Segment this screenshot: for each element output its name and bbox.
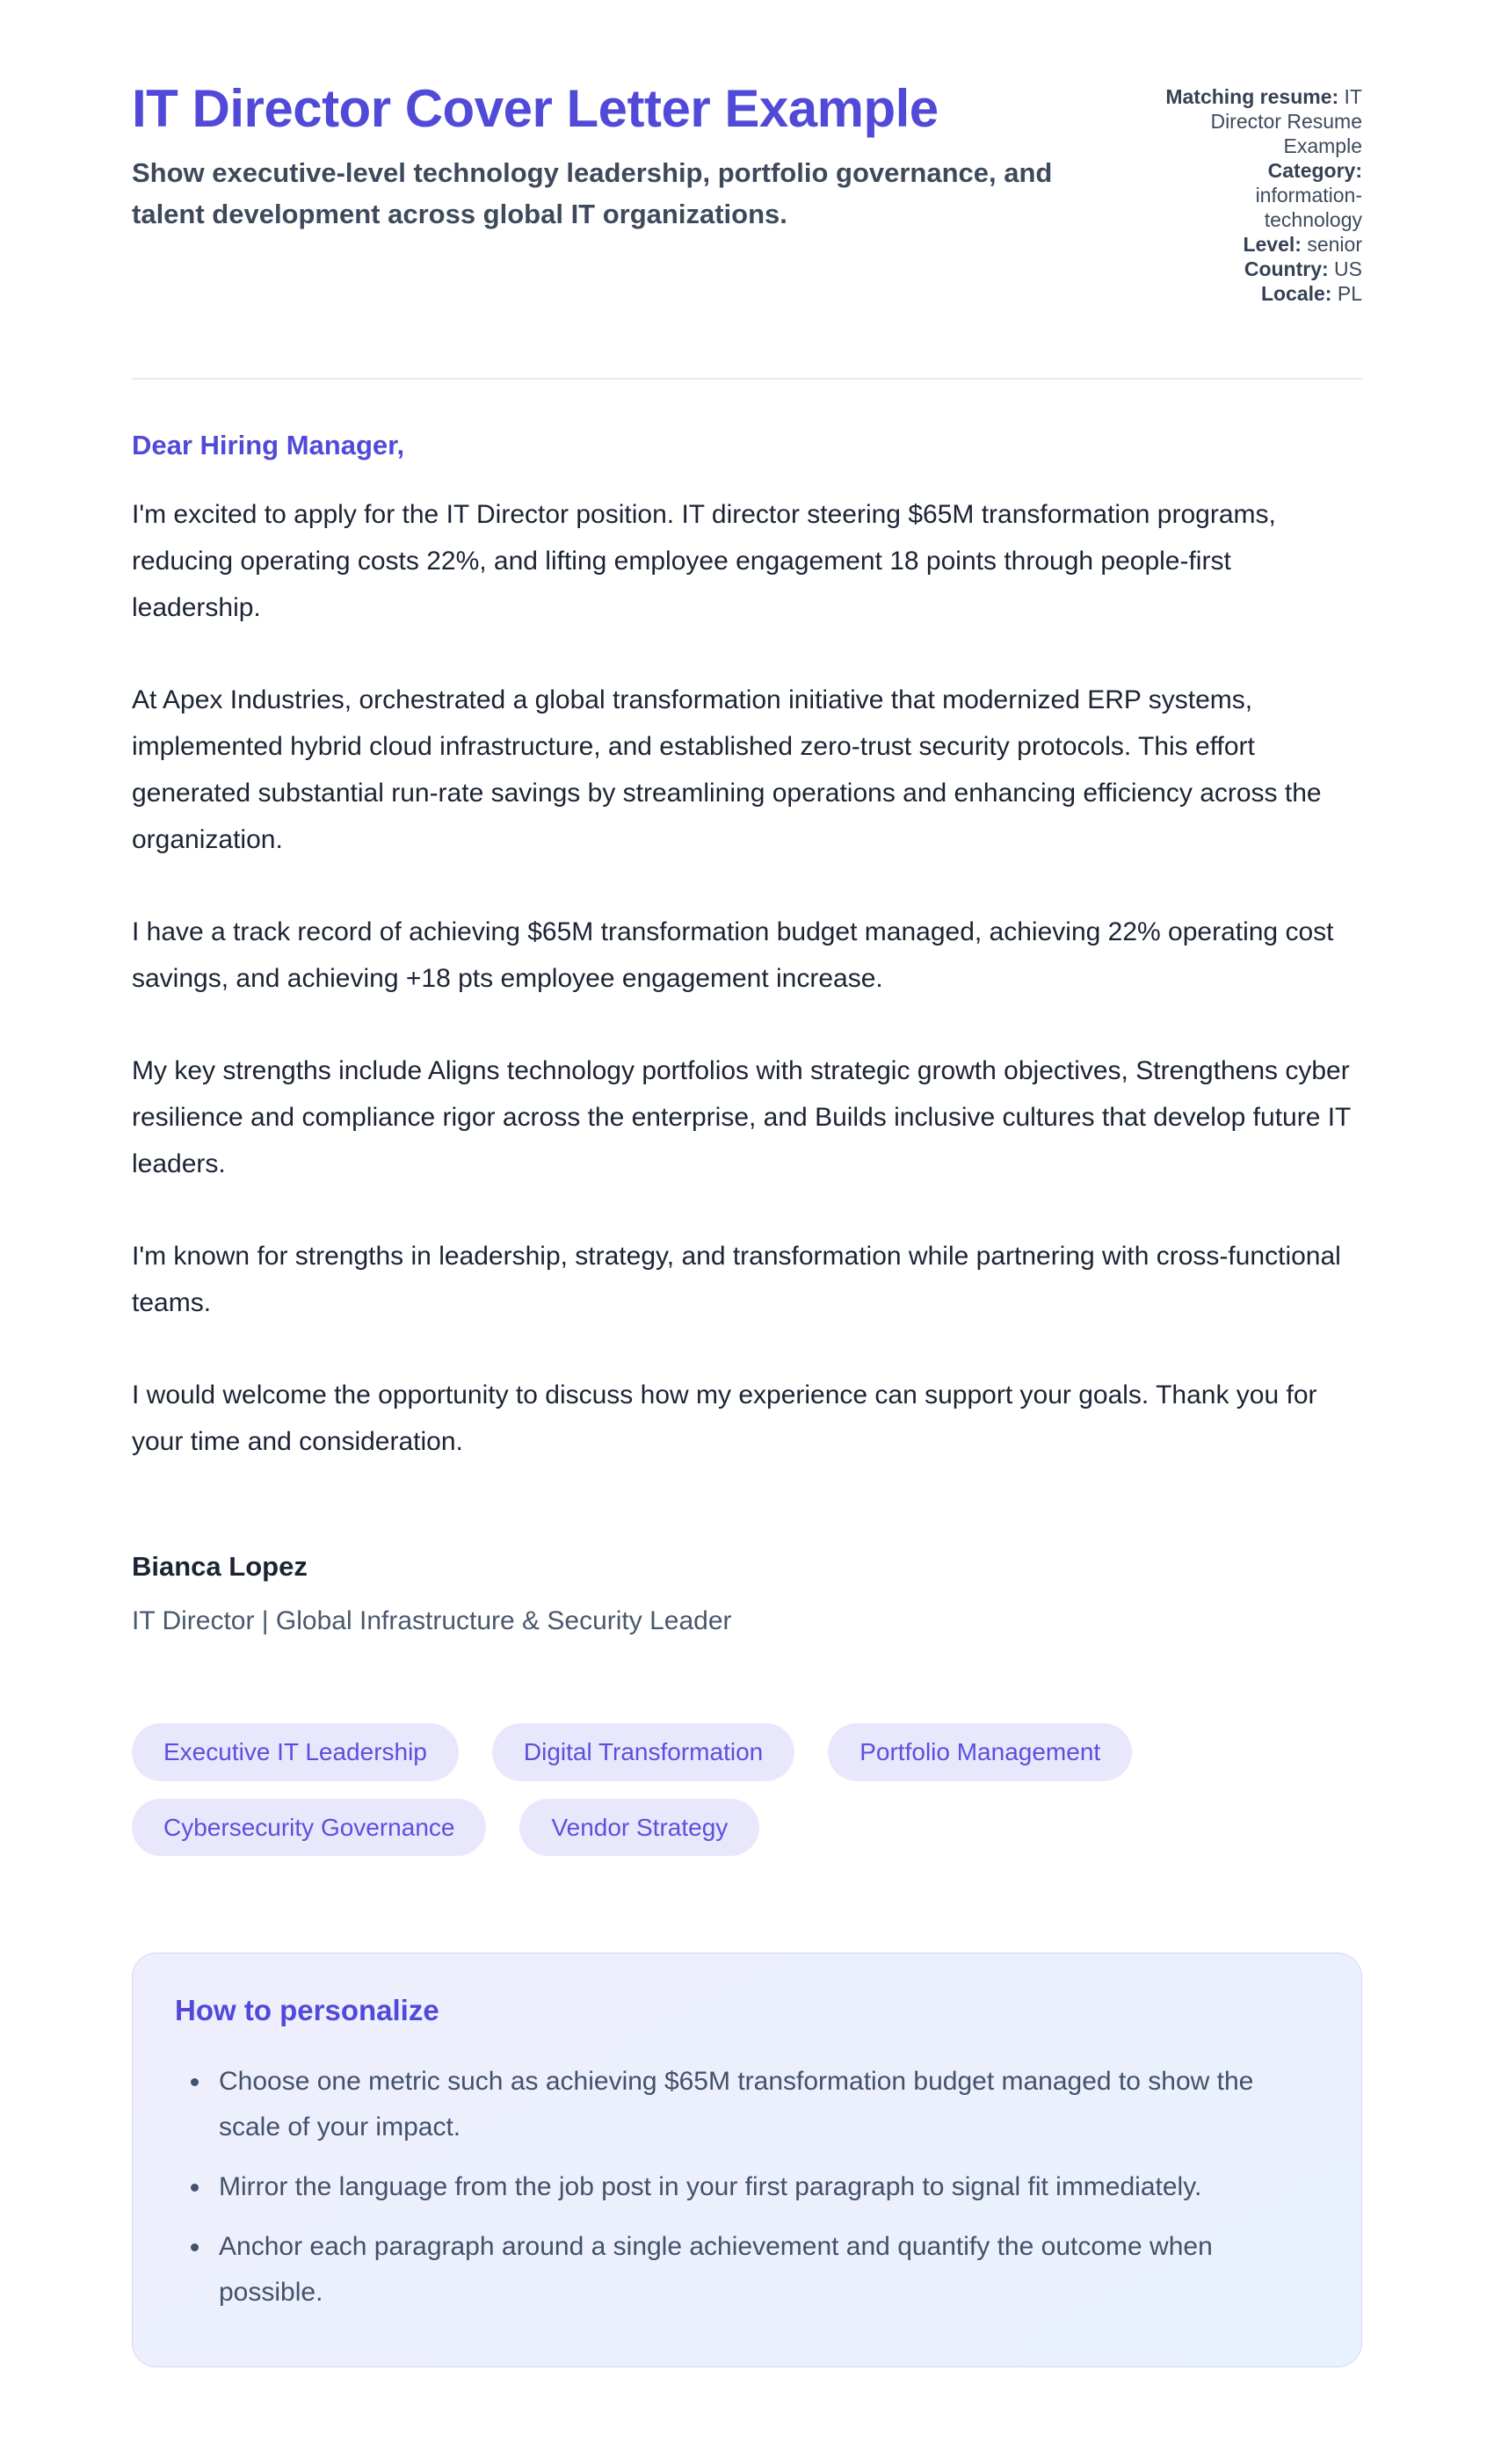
meta-label: Locale: — [1260, 282, 1332, 305]
meta-value: US — [1334, 257, 1362, 280]
meta-row-category — [1164, 158, 1362, 232]
personalize-list — [175, 2059, 1319, 2315]
meta-row-locale — [1164, 281, 1362, 306]
meta-value: IT Director Resume Example — [1210, 85, 1362, 157]
header-divider — [132, 378, 1362, 380]
signature-name: Bianca Lopez — [132, 1551, 308, 1582]
page-title: IT Director Cover Letter Example — [132, 79, 939, 138]
letter-paragraph-4: My key strengths include Aligns technology portfolios with strategic growth objectives, Strengthens cyber resilience and compliance rigor across the enterprise, and Builds inclusive cultures that develop future IT leaders. — [132, 1056, 1351, 1178]
meta-label: Country: — [1244, 257, 1329, 280]
meta-row-level — [1164, 232, 1362, 257]
signature-role: IT Director | Global Infrastructure & Security Leader — [132, 1606, 732, 1635]
personalize-tip-3: • Anchor each paragraph around a single achievement and quantify the outcome when possible. — [212, 2224, 1319, 2315]
tag-chip-cybersecurity-governance: Cybersecurity Governance — [132, 1799, 486, 1857]
header-left — [132, 81, 1099, 235]
letter-paragraph-1: I'm excited to apply for the IT Director position. IT director steering $65M transformation programs, reducing operating costs 22%, and lifting employee engagement 18 points through people-first leadership. — [132, 500, 1276, 622]
resume-meta — [1164, 81, 1362, 306]
letter-body — [132, 422, 1362, 1639]
personalize-tip-1: • Choose one metric such as achieving $65M transformation budget managed to show the scale of your impact. — [212, 2059, 1319, 2150]
letter-paragraph-5: I'm known for strengths in leadership, strategy, and transformation while partnering with cross-functional teams. — [132, 1242, 1341, 1317]
personalize-heading: How to personalize — [175, 1994, 439, 2027]
letter-greeting: Dear Hiring Manager, — [132, 430, 405, 460]
letter-paragraph-3: I have a track record of achieving $65M transformation budget managed, achieving 22% operating cost savings, and achieving +18 pts employee engagement increase. — [132, 917, 1334, 993]
cover-letter-page — [132, 0, 1362, 2367]
meta-label: Level: — [1243, 233, 1302, 256]
tag-list — [132, 1723, 1362, 1856]
header — [132, 81, 1362, 306]
personalize-box — [132, 1953, 1362, 2367]
meta-label: Matching resume: — [1165, 85, 1339, 108]
letter-paragraph-2: At Apex Industries, orchestrated a global transformation initiative that modernized ERP systems, implemented hybrid cloud infrastructure, and established zero-trust security protocols. This effort generated substantial run-rate savings by streamlining operations and enhancing efficiency across the organization. — [132, 685, 1322, 854]
page-subtitle: Show executive-level technology leadership, portfolio governance, and talent development across global IT organizations. — [132, 157, 1053, 229]
tag-chip-portfolio-management: Portfolio Management — [828, 1723, 1132, 1781]
meta-value: PL — [1337, 282, 1362, 305]
tag-chip-vendor-strategy: Vendor Strategy — [519, 1799, 759, 1857]
meta-row-country — [1164, 257, 1362, 281]
letter-paragraph-6: I would welcome the opportunity to discuss how my experience can support your goals. Thank you for your time and consideration. — [132, 1381, 1317, 1456]
meta-value: senior — [1307, 233, 1362, 256]
meta-row-matching-resume — [1164, 84, 1362, 158]
tag-chip-executive-it-leadership: Executive IT Leadership — [132, 1723, 459, 1781]
tag-chip-digital-transformation: Digital Transformation — [492, 1723, 794, 1781]
personalize-tip-2: • Mirror the language from the job post in your first paragraph to signal fit immediately. — [212, 2164, 1319, 2210]
meta-label: Category: — [1267, 159, 1362, 182]
meta-value: information-technology — [1255, 184, 1362, 231]
